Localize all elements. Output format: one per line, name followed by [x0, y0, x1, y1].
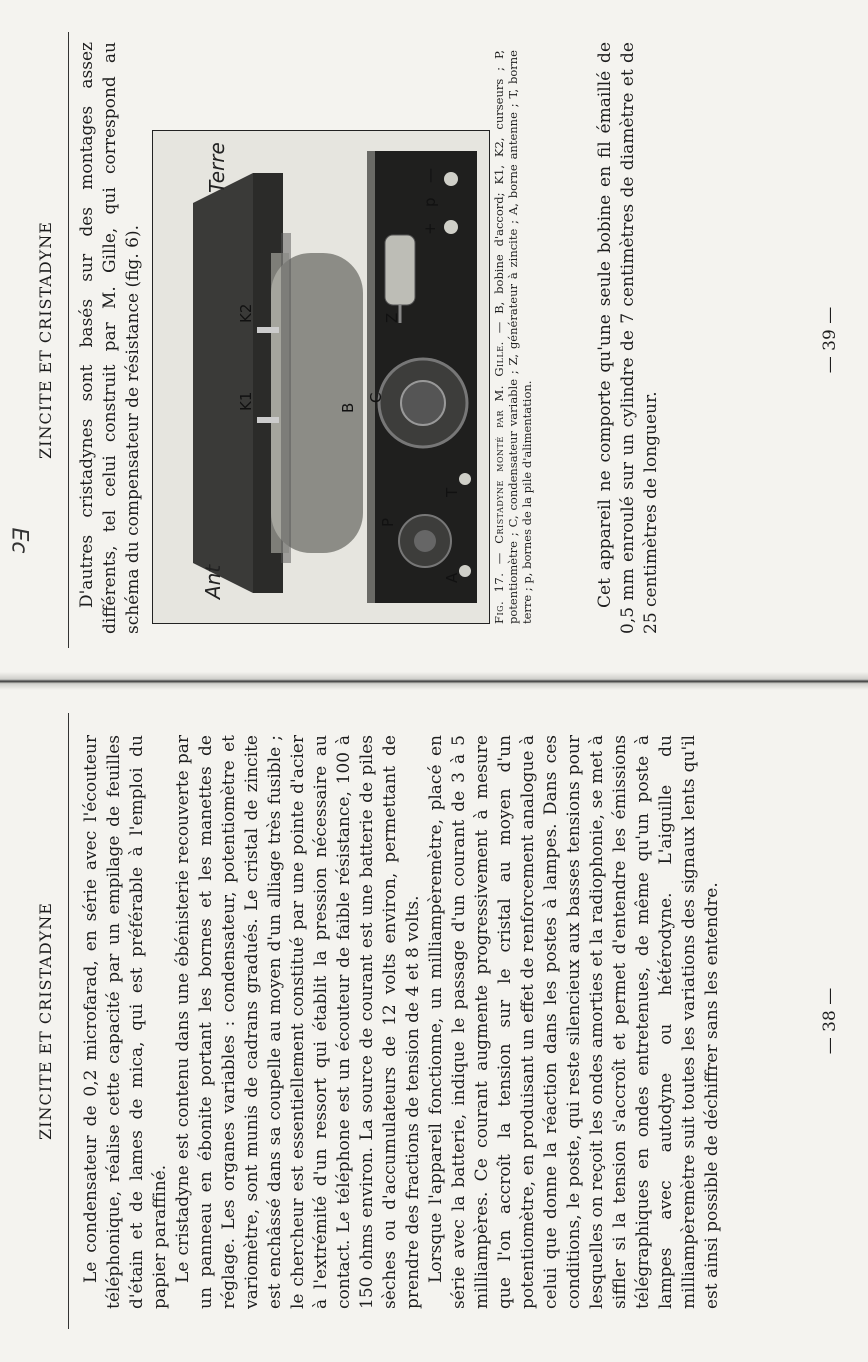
label-plus: + [421, 222, 439, 235]
page-number: — 39 — [820, 306, 840, 374]
intro-paragraph: D'autres cristadynes sont basés sur des montages assez différents, tel celui construit par M. Gille, qui correspond au schéma du compensateur de résistance (fig. 6). [77, 42, 143, 634]
page-fold [0, 672, 868, 690]
figure-17-photo [152, 130, 490, 624]
caption-text: — B, bobine d'accord; K1, K2, curseurs ; P, potentiomètre ; C, condensateur variable ; Z, générateur à zincite ; A, borne antenne ; T, borne terre ; p, bornes de la pile d'alimentation. [492, 49, 534, 624]
paragraph: Le condensateur de 0,2 microfarad, en série avec l'écouteur téléphonique, réalise cette capacité par un empilage de feuilles d'étain et de lames de mica, qui est préférable à l'emploi du papier paraffiné. [81, 735, 170, 1309]
paragraph: Le cristadyne est contenu dans une ébénisterie recouverte par un panneau en ébonite portant les bornes et les manettes de réglage. Les organes variables : condensateur, potentiomètre et variomètre, sont munis de cadrans gradués. Le cristal de zincite est enchâssé dans sa coupelle au moyen d'un alliage très fusible ; le chercheur est essentiellement constitué par une pointe d'acier à l'extrémité d'un ressort qui établit la pression nécessaire au contact. Le téléphone est un écouteur de faible résistance, 100 à 150 ohms environ. La source de courant est une batterie de piles sèches ou d'accumulateurs de 12 volts environ, permettant de prendre des fractions de tension de 4 et 8 volts. [173, 735, 423, 1309]
body-text [80, 735, 724, 1309]
label-p-lower: p [421, 197, 439, 207]
handwritten-margin-note: Ec [6, 527, 32, 554]
page-39 [14, 10, 854, 670]
paragraph: Lorsque l'appareil fonctionne, un milliampèremètre, placé en série avec la batterie, indique le passage d'un courant de 3 à 5 milliampères. Ce courant augmente progressivement à mesure que l'on accroît la tension sur le cristal au moyen d'un potentiomètre, en produisant un effet de renforcement analogue à celui que donne la réaction dans les postes à lampes. Dans ces conditions, le poste, qui reste silencieux aux basses tensions pour lesquelles on reçoit les ondes amorties et la radiophonie, se met à siffler si la tension s'accroît et permet d'entendre les émissions télégraphiques en ondes entretenues, de même qu'un poste à lampes avec autodyne ou hétérodyne. L'aiguille du milliampèremètre suit toutes les variations des signaux lents qu'il est ainsi possible de déchiffrer sans les entendre. [426, 735, 722, 1309]
header-rule [68, 713, 69, 1329]
label-p-upper: P [379, 517, 397, 527]
caption-title: Fig. 17. — Cristadyne monté par M. Gille. [492, 341, 506, 624]
running-head: ZINCITE ET CRISTADYNE [36, 221, 55, 459]
label-k2: K2 [237, 303, 255, 323]
figure-caption [492, 50, 534, 624]
label-c: C [367, 392, 385, 403]
closing-paragraph: Cet appareil ne comporte qu'une seule bobine en fil émaillé de 0,5 mm enroulé sur un cylindre de 7 centimètres de diamètre et de 25 centimètres de longueur. [595, 42, 661, 634]
label-k1: K1 [237, 391, 255, 411]
label-minus: — [421, 168, 439, 183]
label-a: A [443, 572, 461, 583]
page-38 [14, 691, 854, 1351]
running-head: ZINCITE ET CRISTADYNE [36, 902, 55, 1140]
label-b: B [339, 402, 357, 413]
page-number: — 38 — [820, 987, 840, 1055]
handwritten-terre: Terre [205, 142, 229, 193]
header-rule [68, 32, 69, 648]
handwritten-ant: Ant [201, 564, 225, 599]
label-z: Z [383, 312, 401, 323]
label-t: T [443, 487, 461, 497]
